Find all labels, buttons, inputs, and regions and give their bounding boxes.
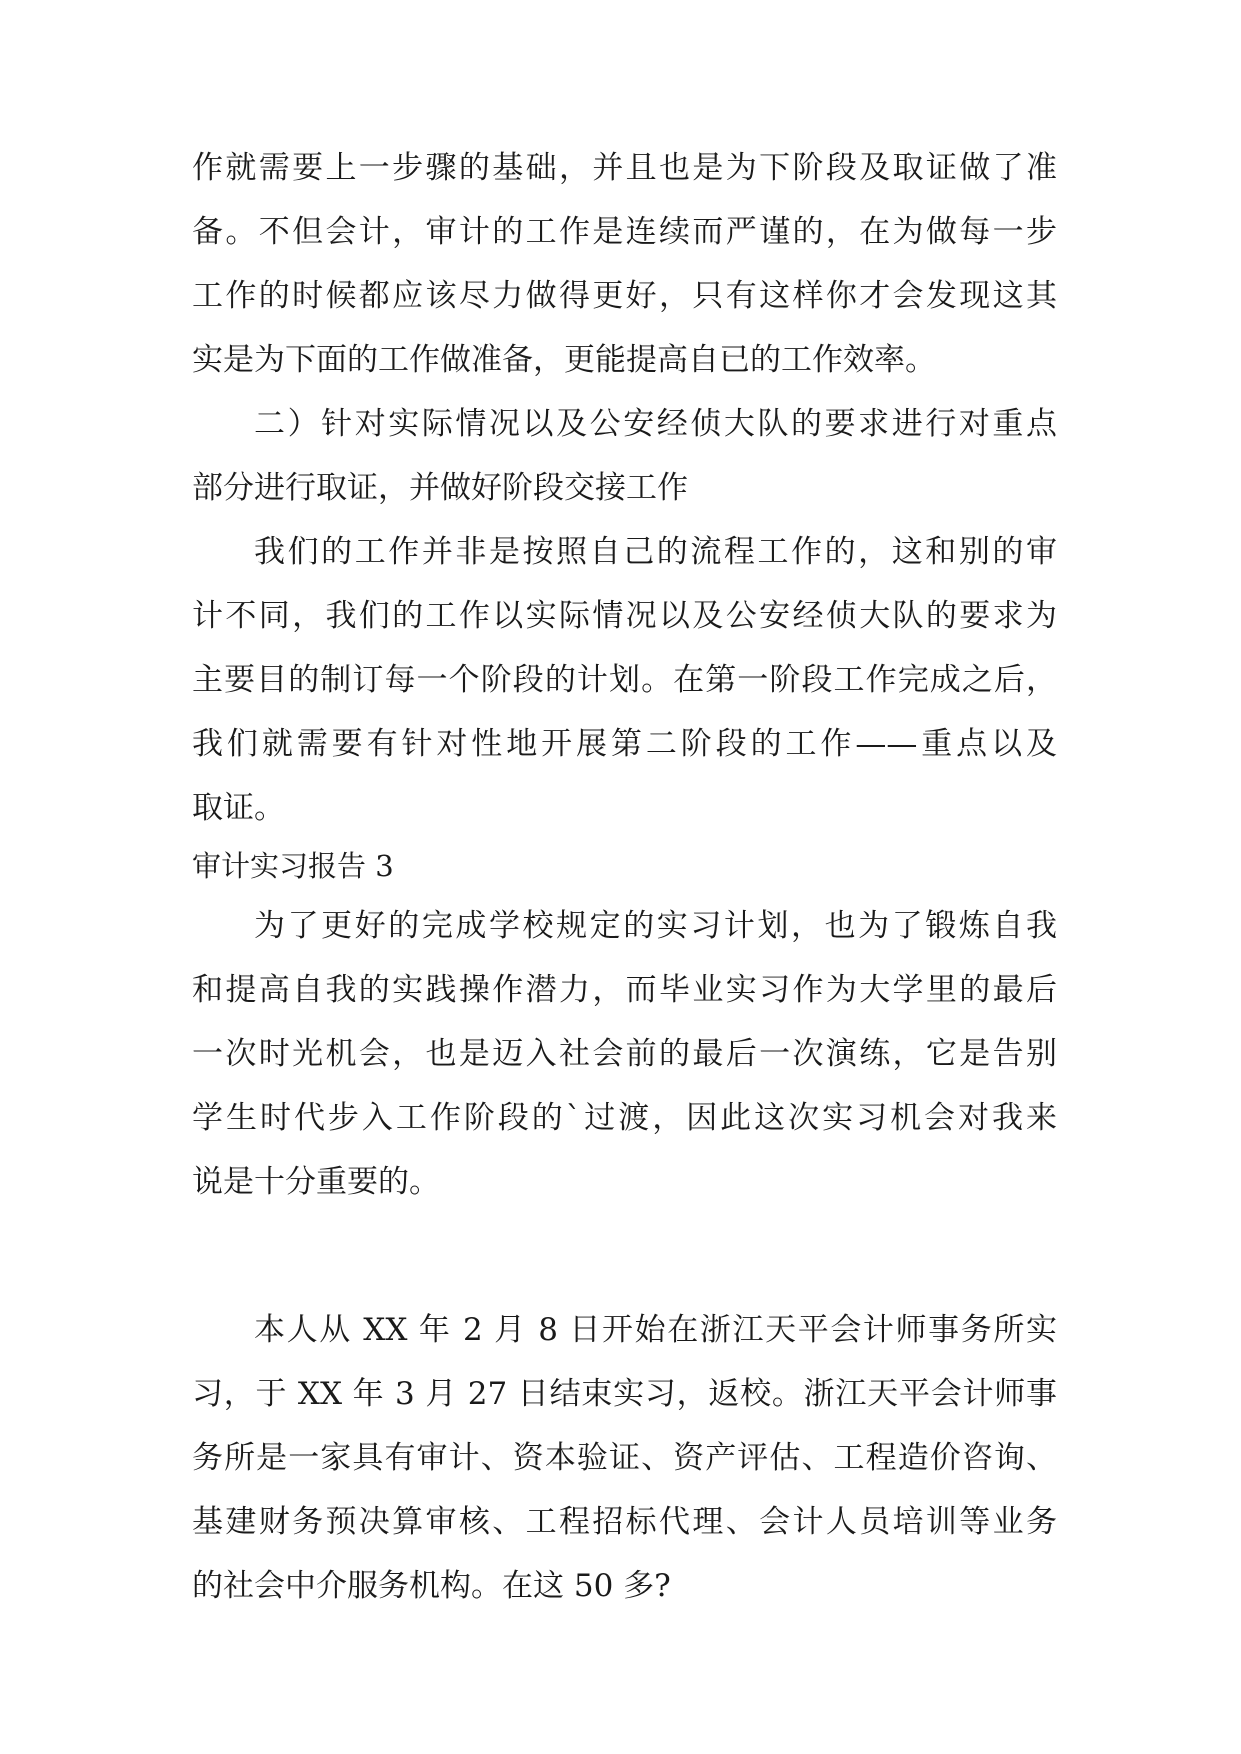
- text-line: 作就需要上一步骤的基础，并且也是为下阶段及取证做了准: [192, 150, 1057, 186]
- text-line: 一次时光机会，也是迈入社会前的最后一次演练，它是告别: [192, 1036, 1057, 1072]
- section-heading: 二）针对实际情况以及公安经侦大队的要求进行对重点: [254, 406, 1057, 442]
- text-line: 和提高自我的实践操作潜力，而毕业实习作为大学里的最后: [192, 972, 1057, 1008]
- text-line: 说是十分重要的。: [192, 1164, 440, 1200]
- paragraph-first-line: 我们的工作并非是按照自己的流程工作的，这和别的审: [254, 534, 1057, 570]
- text-line: 基建财务预决算审核、工程招标代理、会计人员培训等业务: [192, 1504, 1057, 1540]
- text-line: 务所是一家具有审计、资本验证、资产评估、工程造价咨询、: [192, 1440, 1057, 1476]
- text-line: 取证。: [192, 790, 285, 826]
- text-line: 的社会中介服务机构。在这 50 多?: [192, 1568, 671, 1604]
- section-heading-continued: 部分进行取证，并做好阶段交接工作: [192, 470, 688, 506]
- paragraph-first-line: 本人从 XX 年 2 月 8 日开始在浙江天平会计师事务所实: [254, 1312, 1057, 1348]
- report-title: 审计实习报告 3: [192, 849, 394, 883]
- text-line: 学生时代步入工作阶段的`过渡，因此这次实习机会对我来: [192, 1100, 1057, 1136]
- paragraph-first-line: 为了更好的完成学校规定的实习计划，也为了锻炼自我: [254, 908, 1057, 944]
- text-line: 工作的时候都应该尽力做得更好，只有这样你才会发现这其: [192, 278, 1057, 314]
- text-line: 主要目的制订每一个阶段的计划。在第一阶段工作完成之后，: [192, 662, 1057, 698]
- text-line: 习，于 XX 年 3 月 27 日结束实习，返校。浙江天平会计师事: [192, 1376, 1057, 1412]
- text-line: 实是为下面的工作做准备，更能提高自已的工作效率。: [192, 342, 936, 378]
- text-line: 我们就需要有针对性地开展第二阶段的工作——重点以及: [192, 726, 1057, 762]
- text-line: 备。不但会计，审计的工作是连续而严谨的，在为做每一步: [192, 214, 1057, 250]
- text-line: 计不同，我们的工作以实际情况以及公安经侦大队的要求为: [192, 598, 1057, 634]
